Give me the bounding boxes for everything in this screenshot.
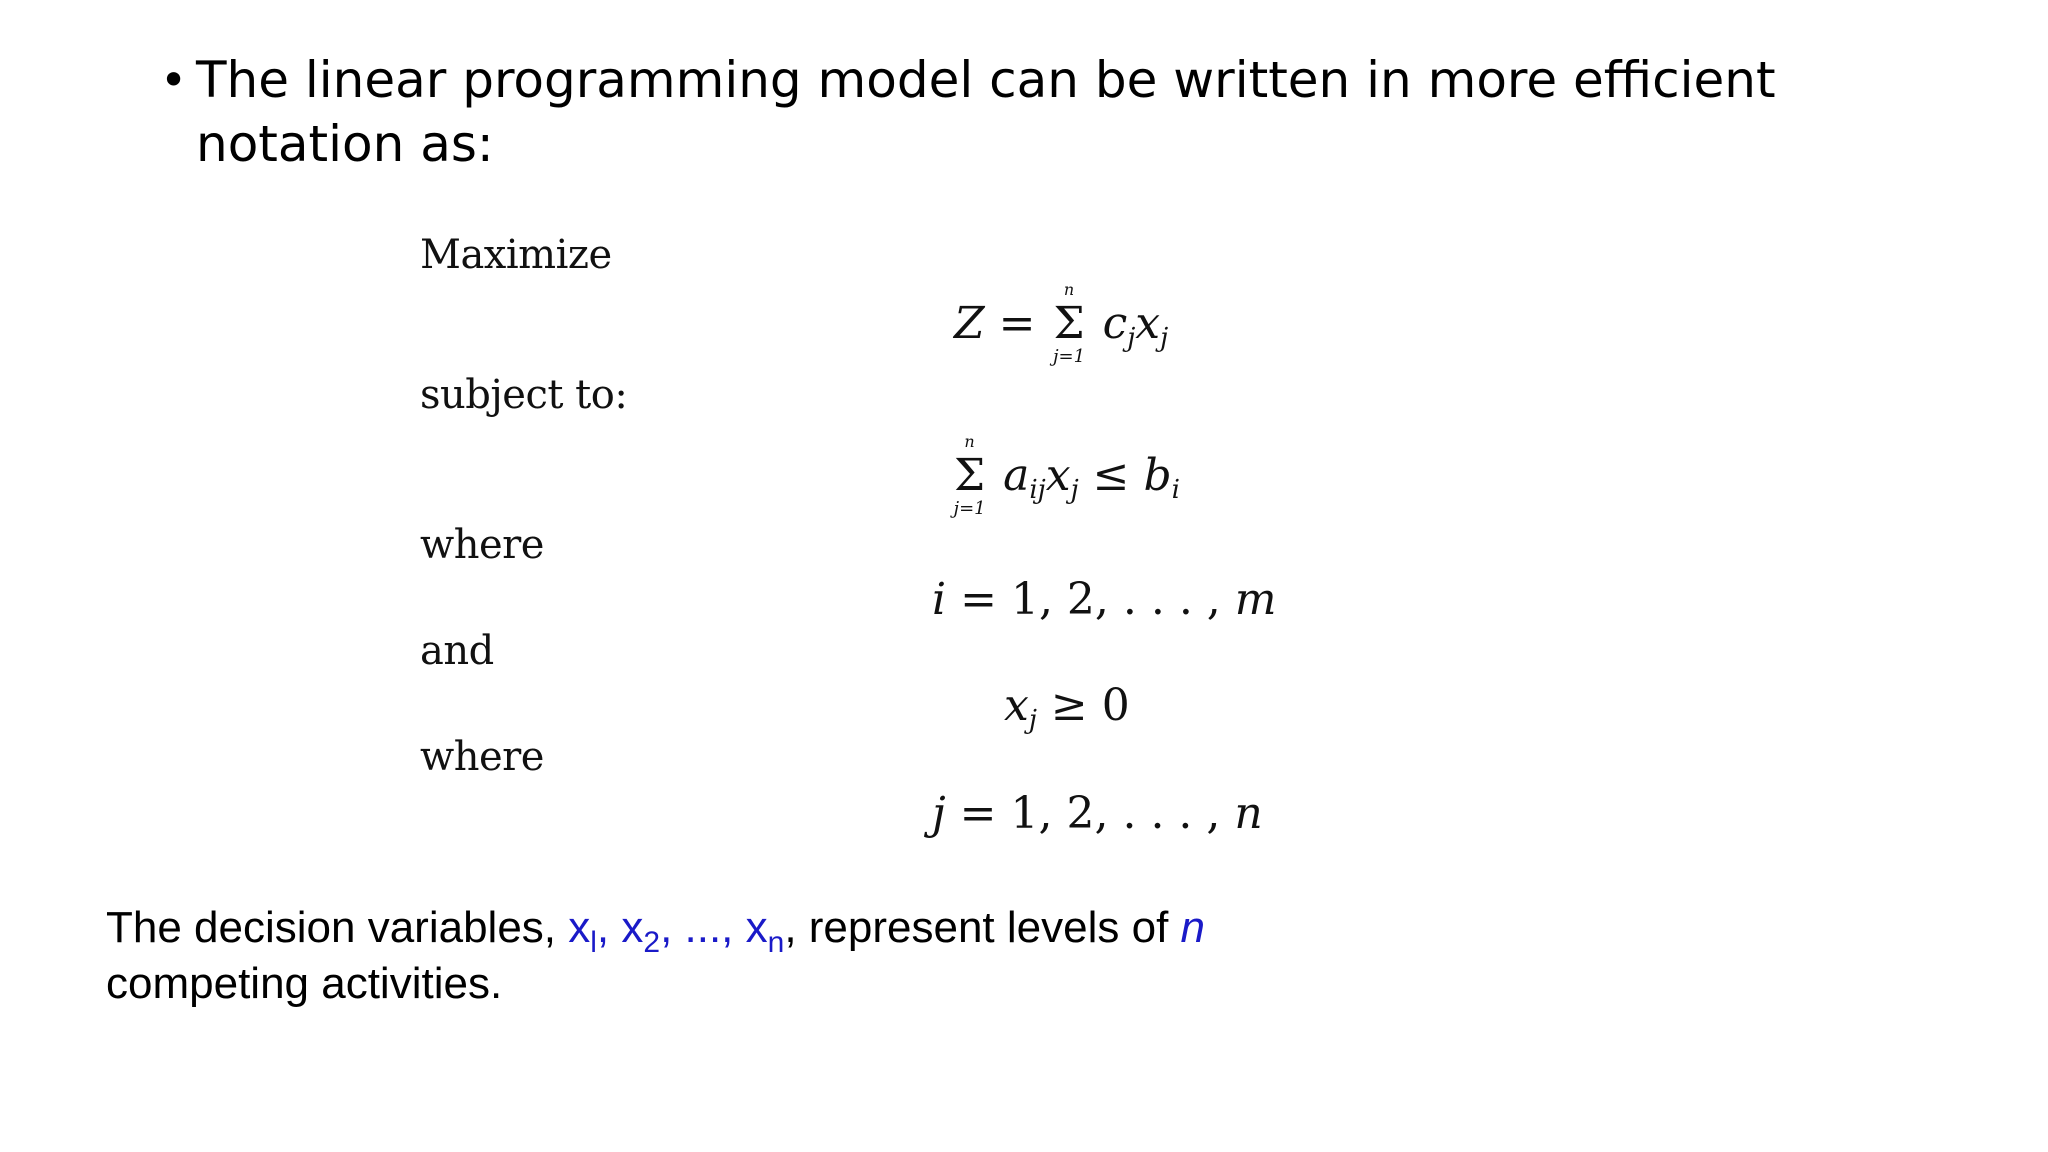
objective-lhs: Z	[954, 298, 985, 349]
objective-sigma-upper: n	[1063, 280, 1075, 299]
bullet-icon: •	[160, 53, 188, 107]
constraint-a-sub: ij	[1029, 475, 1046, 505]
objective-x-sub: j	[1160, 323, 1169, 353]
j-range-end: n	[1234, 788, 1263, 839]
footer-sep1: ,	[596, 903, 622, 952]
footer-sep2: , ...,	[660, 903, 746, 952]
i-range-equals: =	[960, 574, 997, 625]
objective-sigma-symbol: Σ	[1053, 298, 1085, 349]
nonneg-geq: ≥	[1050, 680, 1088, 731]
label-maximize: Maximize	[420, 232, 612, 278]
nonnegativity	[1004, 680, 1130, 735]
j-range-var: j	[932, 788, 946, 839]
i-range-values: 1, 2, . . . ,	[1010, 574, 1221, 625]
footer-xn	[745, 903, 785, 959]
objective-c-sub: j	[1127, 323, 1136, 353]
label-where-2: where	[420, 734, 544, 780]
footer-x2	[621, 903, 661, 959]
objective-equals: =	[998, 298, 1036, 349]
constraint-sigma-lower: j=1	[953, 498, 986, 519]
footer-x2-sub: 2	[643, 926, 661, 959]
nonneg-value: 0	[1101, 680, 1130, 731]
nonneg-var: x	[1004, 680, 1029, 731]
footer-x1-base: x	[568, 903, 591, 952]
footer-x1	[568, 903, 597, 959]
footer-prefix: The decision variables,	[106, 903, 569, 952]
bullet-text: The linear programming model can be written in more efficient notation as:	[196, 51, 1776, 173]
constraint-inequality	[950, 432, 1180, 519]
constraint-x: x	[1045, 450, 1071, 501]
constraint-sigma-upper: n	[964, 432, 975, 451]
label-subject-to: subject to:	[420, 372, 628, 418]
objective-c: c	[1102, 298, 1128, 349]
constraint-a: a	[1003, 450, 1030, 501]
constraint-b: b	[1143, 450, 1172, 501]
bullet-point	[160, 48, 1860, 176]
objective-sigma-lower: j=1	[1052, 346, 1086, 367]
label-and: and	[420, 628, 494, 674]
decision-variables-note	[106, 900, 1406, 1012]
nonneg-sub: j	[1028, 705, 1037, 735]
footer-suffix: competing activities.	[106, 959, 503, 1008]
constraint-x-sub: j	[1070, 475, 1079, 505]
i-range-var: i	[932, 574, 947, 625]
objective-sigma	[1052, 280, 1086, 367]
footer-middle: , represent levels of	[784, 903, 1181, 952]
constraint-leq: ≤	[1092, 450, 1130, 501]
i-range	[932, 574, 1277, 625]
lp-formula-image	[420, 220, 1277, 860]
constraint-sigma-symbol: Σ	[954, 450, 986, 501]
footer-x1-sub: l	[590, 926, 597, 959]
j-range	[932, 788, 1263, 839]
objective-x: x	[1135, 298, 1161, 349]
constraint-sigma	[953, 432, 986, 519]
label-where-1: where	[420, 522, 544, 568]
i-range-end: m	[1234, 574, 1277, 625]
footer-xn-base: x	[745, 903, 768, 952]
footer-n: n	[1180, 903, 1206, 952]
j-range-values: 1, 2, . . . ,	[1010, 788, 1221, 839]
footer-x2-base: x	[621, 903, 644, 952]
j-range-equals: =	[959, 788, 997, 839]
footer-xn-sub: n	[767, 926, 785, 959]
constraint-b-sub: i	[1171, 475, 1180, 505]
objective-function	[954, 280, 1169, 367]
